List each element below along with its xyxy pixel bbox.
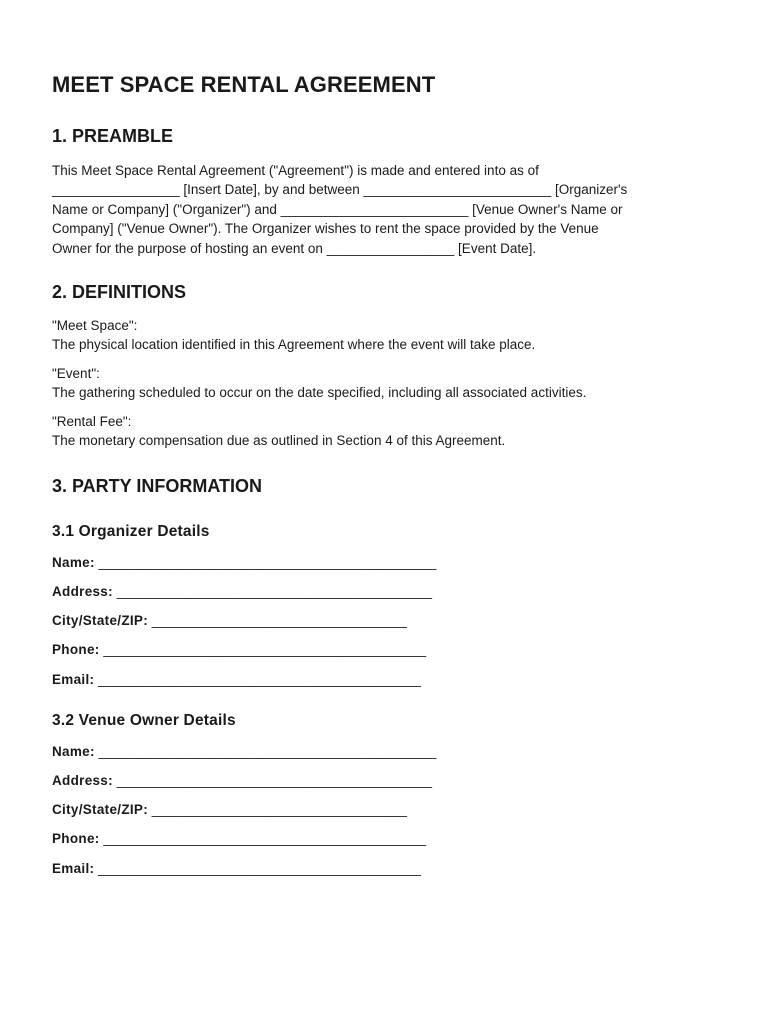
field-label: Email: — [52, 672, 95, 687]
organizer-name-field[interactable] — [52, 555, 436, 570]
definition-term: "Rental Fee": — [52, 414, 132, 429]
field-blank[interactable]: ___________________________________________ — [98, 861, 421, 876]
venue-owner-email-field[interactable] — [52, 861, 421, 876]
preamble-heading: 1. PREAMBLE — [52, 126, 174, 146]
field-blank[interactable]: ___________________________________________ — [103, 642, 427, 657]
venue-owner-details-heading: 3.2 Venue Owner Details — [52, 712, 236, 729]
field-label: Phone: — [52, 831, 100, 846]
field-blank[interactable]: _____________________________________________ — [98, 744, 437, 759]
preamble-line: This Meet Space Rental Agreement ("Agreement") is made and entered into as of — [52, 163, 539, 178]
organizer-address-field[interactable] — [52, 584, 432, 599]
definition-text: The physical location identified in this Agreement where the event will take place. — [52, 337, 536, 353]
definitions-heading: 2. DEFINITIONS — [52, 282, 187, 302]
organizer-phone-field[interactable] — [52, 642, 426, 657]
field-blank[interactable]: ___________________________________________ — [98, 672, 421, 687]
field-label: Name: — [52, 744, 95, 759]
definition-term: "Meet Space": — [52, 318, 138, 333]
definition-item-rental-fee — [52, 412, 505, 451]
definition-term: "Event": — [52, 366, 100, 381]
field-blank[interactable]: __________________________________ — [151, 613, 408, 628]
definition-text: The monetary compensation due as outlined in Section 4 of this Agreement. — [52, 433, 506, 449]
field-label: City/State/ZIP: — [52, 802, 149, 817]
organizer-details-heading: 3.1 Organizer Details — [52, 523, 210, 540]
field-label: Email: — [52, 861, 95, 876]
definition-item-meet-space — [52, 316, 535, 355]
party-information-heading: 3. PARTY INFORMATION — [52, 476, 263, 496]
field-label: Phone: — [52, 642, 100, 657]
document-title: MEET SPACE RENTAL AGREEMENT — [52, 72, 436, 97]
venue-owner-address-field[interactable] — [52, 773, 432, 788]
field-label: City/State/ZIP: — [52, 613, 149, 628]
organizer-email-field[interactable] — [52, 672, 421, 687]
definition-text: The gathering scheduled to occur on the date specified, including all associated activities. — [52, 385, 587, 401]
field-blank[interactable]: _____________________________________________ — [98, 555, 437, 570]
preamble-line: Company] ("Venue Owner"). The Organizer wishes to rent the space provided by the Venue — [52, 221, 599, 237]
field-label: Address: — [52, 773, 113, 788]
field-label: Name: — [52, 555, 95, 570]
venue-owner-phone-field[interactable] — [52, 831, 426, 846]
field-blank[interactable]: ___________________________________________ — [103, 831, 427, 846]
organizer-city-state-zip-field[interactable] — [52, 613, 407, 628]
venue-owner-city-state-zip-field[interactable] — [52, 802, 407, 817]
venue-owner-name-field[interactable] — [52, 744, 436, 759]
field-label: Address: — [52, 584, 113, 599]
preamble-line: Name or Company] ("Organizer") and _________________________ [Venue Owner's Name or — [52, 201, 623, 217]
field-blank[interactable]: __________________________________________ — [116, 773, 433, 788]
field-blank[interactable]: __________________________________ — [151, 802, 408, 817]
definition-item-event — [52, 364, 586, 403]
field-blank[interactable]: __________________________________________ — [116, 584, 433, 599]
preamble-paragraph — [52, 161, 627, 258]
preamble-line: _________________ [Insert Date], by and between _________________________ [Organizer's — [52, 182, 628, 198]
preamble-line: Owner for the purpose of hosting an event on _________________ [Event Date]. — [52, 240, 537, 256]
